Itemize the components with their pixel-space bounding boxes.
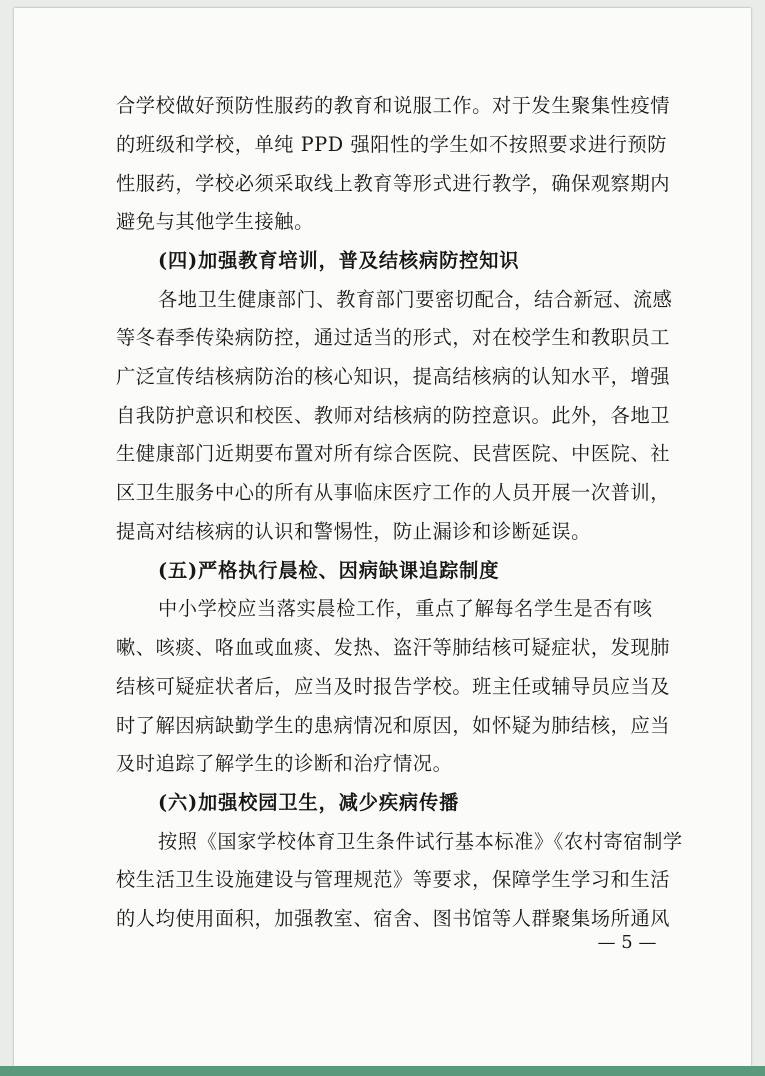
paragraph-line: 按照《国家学校体育卫生条件试行基本标准》《农村寄宿制学	[158, 830, 683, 853]
section-heading-6: (六)加强校园卫生，减少疾病传播	[158, 791, 460, 814]
paragraph-line: 广泛宣传结核病防治的核心知识，提高结核病的认知水平，增强	[116, 365, 671, 388]
paragraph-line: 性服药，学校必须采取线上教育等形式进行教学，确保观察期内	[116, 172, 671, 195]
bottom-bar	[0, 1066, 765, 1076]
section-heading-5: (五)严格执行晨检、因病缺课追踪制度	[158, 559, 500, 582]
paragraph-line: 的班级和学校，单纯 PPD 强阳性的学生如不按照要求进行预防	[116, 133, 668, 156]
paragraph-line: 自我防护意识和校医、教师对结核病的防控意识。此外，各地卫	[116, 404, 671, 427]
paragraph-line: 区卫生服务中心的所有从事临床医疗工作的人员开展一次普训，	[116, 481, 671, 504]
paragraph-line: 各地卫生健康部门、教育部门要密切配合，结合新冠、流感	[158, 288, 673, 311]
paragraph-line: 及时追踪了解学生的诊断和治疗情况。	[116, 752, 453, 775]
paragraph-line: 校生活卫生设施建设与管理规范》等要求，保障学生学习和生活	[116, 868, 671, 891]
paragraph-line: 结核可疑症状者后，应当及时报告学校。班主任或辅导员应当及	[116, 675, 671, 698]
paragraph-line: 中小学校应当落实晨检工作，重点了解每名学生是否有咳	[158, 597, 653, 620]
paragraph-line: 避免与其他学生接触。	[116, 210, 314, 233]
paragraph-line: 合学校做好预防性服药的教育和说服工作。对于发生聚集性疫情	[116, 94, 671, 117]
paragraph-line: 生健康部门近期要布置对所有综合医院、民营医院、中医院、社	[116, 442, 671, 465]
paragraph-line: 提高对结核病的认识和警惕性，防止漏诊和诊断延误。	[116, 520, 591, 543]
paragraph-line: 嗽、咳痰、咯血或血痰、发热、盗汗等肺结核可疑症状，发现肺	[116, 636, 671, 659]
paragraph-line: 等冬春季传染病防控，通过适当的形式，对在校学生和教职员工	[116, 326, 671, 349]
page-number: — 5 —	[597, 932, 657, 953]
paragraph-line: 时了解因病缺勤学生的患病情况和原因，如怀疑为肺结核，应当	[116, 714, 671, 737]
section-heading-4: (四)加强教育培训，普及结核病防控知识	[158, 249, 520, 272]
paragraph-line: 的人均使用面积，加强教室、宿舍、图书馆等人群聚集场所通风	[116, 907, 671, 930]
